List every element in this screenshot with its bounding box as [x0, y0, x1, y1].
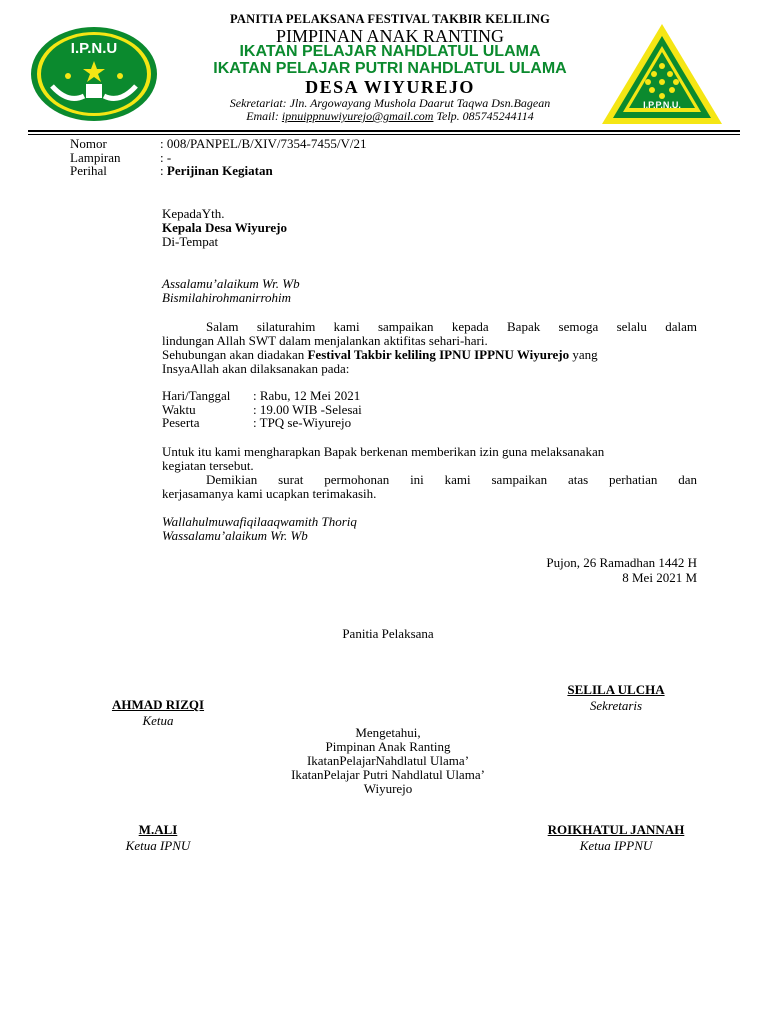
- org-line-4: Wiyurejo: [363, 781, 413, 796]
- ipnu-role: Ketua IPNU: [125, 838, 191, 853]
- ipnu-signature: [80, 822, 236, 854]
- date-masehi: 8 Mei 2021 M: [622, 570, 697, 585]
- header-address: Sekretariat: Jln. Argowayang Mushola Daarut Taqwa Dsn.Bagean: [229, 96, 551, 110]
- mengetahui: Mengetahui,: [355, 725, 421, 740]
- p2-pre: Sehubungan akan diadakan: [162, 347, 308, 362]
- header-desa: DESA WIYUREJO: [305, 77, 475, 97]
- header-contact: [150, 109, 630, 124]
- paragraph-1-line-2: lindungan Allah SWT dalam menjalankan aktifitas sehari-hari.: [162, 333, 488, 348]
- paragraph-1-line-1: Salam silaturahim kami sampaikan kepada Bapak semoga selalu dalam: [206, 319, 697, 334]
- nomor-label: Nomor: [70, 136, 107, 151]
- ketua-name: AHMAD RIZQI: [111, 697, 205, 712]
- org-line-2: IkatanPelajarNahdlatul Ulama’: [306, 753, 470, 768]
- perihal-label: Perihal: [70, 163, 107, 178]
- paragraph-2-line-2: InsyaAllah akan dilaksanakan pada:: [162, 361, 350, 376]
- date-hijri: Pujon, 26 Ramadhan 1442 H: [546, 555, 697, 570]
- paragraph-3-line-1: Untuk itu kami mengharapkan Bapak berkenan memberikan izin guna melaksanakan: [162, 444, 605, 459]
- header-ipnu: IKATAN PELAJAR NAHDLATUL ULAMA: [239, 43, 541, 60]
- committee-label: Panitia Pelaksana: [342, 626, 434, 641]
- header-ippnu: IKATAN PELAJAR PUTRI NAHDLATUL ULAMA: [213, 60, 567, 77]
- hari-label: Hari/Tanggal: [162, 388, 231, 403]
- salam-opening: Assalamu’alaikum Wr. Wb: [162, 276, 300, 291]
- ippnu-logo-text: I.P.P.N.U.: [643, 100, 681, 110]
- sekretaris-name: SELILA ULCHA: [567, 682, 665, 697]
- perihal-colon: :: [160, 163, 167, 178]
- mengetahui-block: [238, 726, 538, 796]
- sekretaris-signature: [530, 682, 702, 714]
- ipnu-logo-text: I.P.N.U: [70, 40, 118, 57]
- perihal-value: Perijinan Kegiatan: [166, 163, 273, 178]
- ippnu-name: ROIKHATUL JANNAH: [547, 822, 685, 837]
- recipient-name: Kepala Desa Wiyurejo: [162, 220, 287, 235]
- ketua-signature: [80, 697, 236, 729]
- event-name: Festival Takbir keliling IPNU IPPNU Wiyurejo: [307, 347, 570, 362]
- lampiran-value: : -: [160, 150, 172, 165]
- p2-post: yang: [569, 347, 598, 362]
- peserta-value: : TPQ se-Wiyurejo: [253, 415, 352, 430]
- ippnu-role: Ketua IPPNU: [579, 838, 653, 853]
- sekretaris-role: Sekretaris: [589, 698, 643, 713]
- email-label: Email:: [246, 109, 282, 123]
- header-rule-thin: [28, 134, 740, 135]
- recipient-place: Di-Tempat: [162, 234, 219, 249]
- ippnu-signature: [520, 822, 712, 854]
- nomor-value: : 008/PANPEL/B/XIV/7354-7455/V/21: [160, 136, 367, 151]
- peserta-label: Peserta: [162, 415, 200, 430]
- ipnu-logo: [28, 24, 160, 124]
- perihal-field: [160, 163, 273, 179]
- phone: Telp. 085745244114: [433, 109, 534, 123]
- lampiran-label: Lampiran: [70, 150, 121, 165]
- salam-closing: Wassalamu’alaikum Wr. Wb: [162, 528, 308, 543]
- basmalah: Bismilahirohmanirrohim: [162, 290, 292, 305]
- org-line-1: Pimpinan Anak Ranting: [325, 739, 451, 754]
- paragraph-4-line-2: kerjasamanya kami ucapkan terimakasih.: [162, 486, 377, 501]
- email-link[interactable]: ipnuippnuwiyurejo@gmail.com: [281, 109, 434, 123]
- recipient-greeting: KepadaYth.: [162, 206, 225, 221]
- header-rule-thick: [28, 130, 740, 132]
- waktu-label: Waktu: [162, 402, 196, 417]
- wallahul: Wallahulmuwafiqilaaqwamith Thoriq: [162, 514, 357, 529]
- waktu-value: : 19.00 WIB -Selesai: [253, 402, 362, 417]
- ketua-role: Ketua: [142, 713, 174, 728]
- hari-value: : Rabu, 12 Mei 2021: [253, 388, 361, 403]
- paragraph-3-line-2: kegiatan tersebut.: [162, 458, 254, 473]
- header-ranting: PIMPINAN ANAK RANTING: [275, 26, 504, 46]
- org-line-3: IkatanPelajar Putri Nahdlatul Ulama’: [291, 767, 485, 782]
- paragraph-4-line-1: Demikian surat permohonan ini kami sampaikan atas perhatian dan: [206, 472, 697, 487]
- header-committee: PANITIA PELAKSANA FESTIVAL TAKBIR KELILING: [229, 12, 551, 26]
- ipnu-name: M.ALI: [138, 822, 178, 837]
